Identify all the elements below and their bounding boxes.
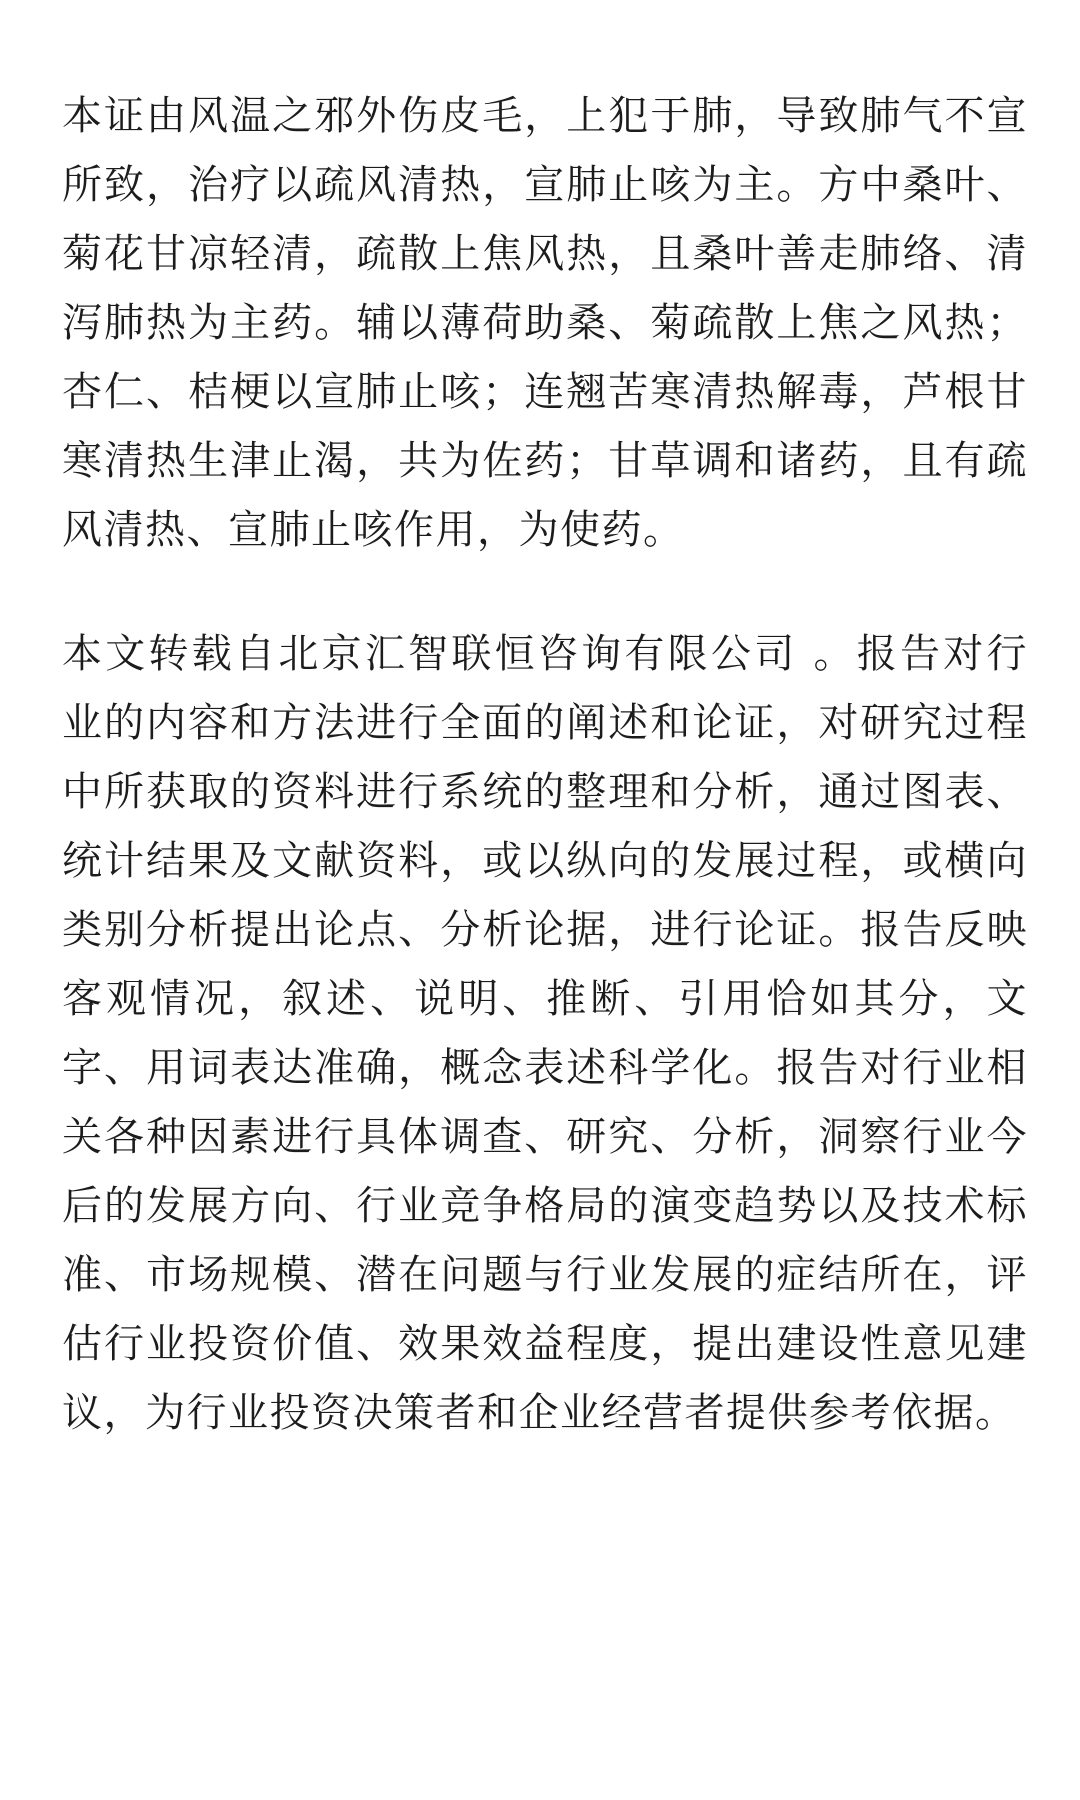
article-body [62,82,1028,1448]
paragraph-formula-analysis: 本证由风温之邪外伤皮毛，上犯于肺，导致肺气不宣所致，治疗以疏风清热，宣肺止咳为主。方中桑叶、菊花甘凉轻清，疏散上焦风热，且桑叶善走肺络、清泻肺热为主药。辅以薄荷助桑、菊疏散上焦之风热；杏仁、桔梗以宣肺止咳；连翘苦寒清热解毒，芦根甘寒清热生津止渴，共为佐药；甘草调和诸药，且有疏风清热、宣肺止咳作用，为使药。 [62,93,1028,553]
paragraph-report-source: 本文转载自北京汇智联恒咨询有限公司 。报告对行业的内容和方法进行全面的阐述和论证，对研究过程中所获取的资料进行系统的整理和分析，通过图表、统计结果及文献资料，或以纵向的发展过程，或横向类别分析提出论点、分析论据，进行论证。报告反映客观情况，叙述、说明、推断、引用恰如其分，文字、用词表达准确，概念表述科学化。报告对行业相关各种因素进行具体调查、研究、分析，洞察行业今后的发展方向、行业竞争格局的演变趋势以及技术标准、市场规模、潜在问题与行业发展的症结所在，评估行业投资价值、效果效益程度，提出建设性意见建议，为行业投资决策者和企业经营者提供参考依据。 [62,631,1028,1436]
